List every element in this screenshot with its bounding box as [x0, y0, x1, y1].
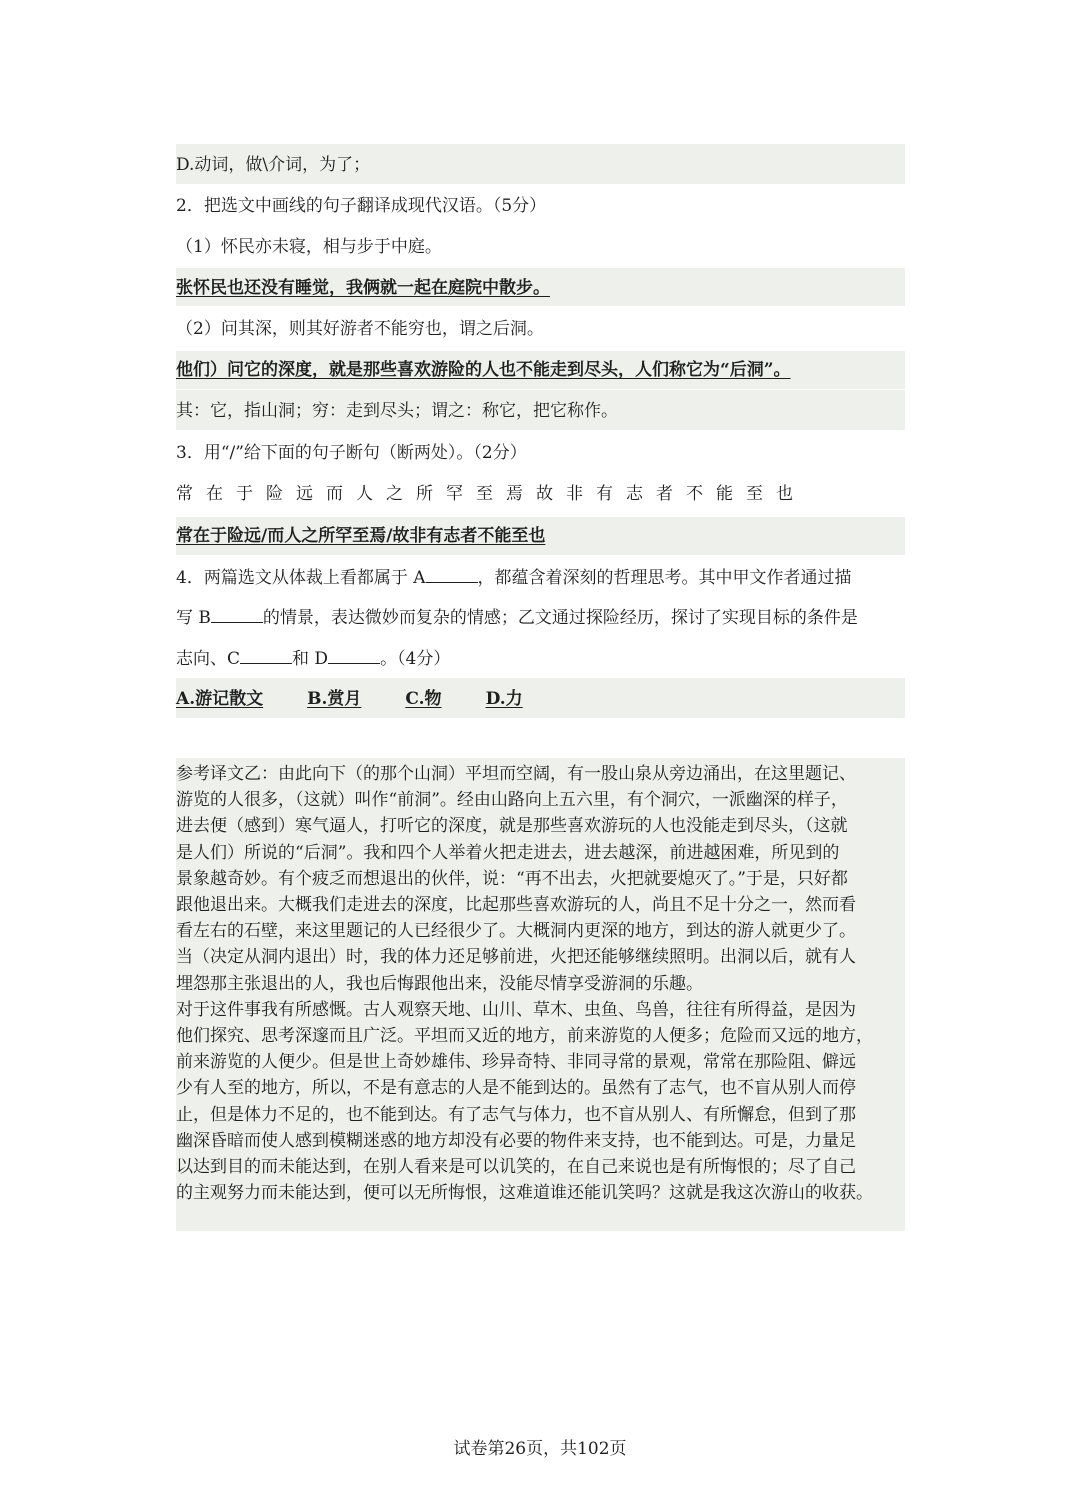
question-2-title: 2．把选文中画线的句子翻译成现代汉语。（5分）	[176, 196, 547, 216]
question-2-answer-2: 他们）问它的深度，就是那些喜欢游险的人也不能走到尽头，人们称它为“后洞”。	[176, 360, 791, 380]
q4-line2-part-b: 的情景，表达微妙而复杂的情感；乙文通过探险经历，探讨了实现目标的条件是	[262, 608, 858, 628]
question-2-answer-1: 张怀民也还没有睡觉，我俩就一起在庭院中散步。	[176, 278, 550, 298]
question-2-sentence-2: （2）问其深，则其好游者不能穷也，谓之后洞。	[176, 319, 544, 339]
question-4-answer	[176, 688, 523, 710]
blank-a	[426, 566, 478, 583]
option-d-text: D.动词，做\介词，为了；	[176, 155, 371, 175]
translation-line: 幽深昏暗而使人感到模糊迷惑的地方却没有必要的物件来支持，也不能到达。可是，力量足	[176, 1130, 856, 1151]
translation-line: 少有人至的地方，所以，不是有意志的人是不能到达的。虽然有了志气，也不盲从别人而停	[176, 1078, 856, 1099]
question-3-sentence: 常在于险远而人之所罕至焉故非有志者不能至也	[176, 484, 806, 504]
blank-b	[211, 606, 263, 623]
translation-line: 止，但是体力不足的，也不能到达。有了志气与体力，也不盲从别人、有所懈怠，但到了那	[176, 1104, 856, 1125]
translation-line: 是人们）所说的“后洞”。我和四个人举着火把走进去，进去越深，前进越困难，所见到的	[176, 842, 840, 863]
q4-line2-part-a: 写 B	[176, 608, 211, 628]
q4-line3-part-c: 。（4分）	[380, 649, 451, 669]
q4-answer-d: D.力	[485, 689, 523, 709]
question-2-note: 其：它，指山洞；穷：走到尽头；谓之：称它，把它称作。	[176, 401, 618, 421]
q4-line3-part-b: 和 D	[292, 649, 329, 669]
q4-answer-a: A.游记散文	[176, 689, 264, 709]
blank-c	[240, 647, 292, 664]
translation-line: 的主观努力而未能达到，便可以无所悔恨，这难道谁还能讥笑吗？这就是我这次游山的收获。	[176, 1183, 873, 1204]
translation-line: 以达到目的而未能达到，在别人看来是可以讥笑的，在自己来说也是有所悔恨的；尽了自己	[176, 1157, 856, 1178]
translation-line: 进去便（感到）寒气逼人，打听它的深度，就是那些喜欢游玩的人也没能走到尽头，（这就	[176, 816, 848, 837]
q4-line3-part-a: 志向、C	[176, 649, 241, 669]
translation-line: 埋怨那主张退出的人，我也后悔跟他出来，没能尽情享受游洞的乐趣。	[176, 973, 703, 994]
translation-line: 前来游览的人便少。但是世上奇妙雄伟、珍异奇特、非同寻常的景观，常常在那险阻、僻远	[176, 1052, 856, 1073]
translation-line: 看左右的石壁，来这里题记的人已经很少了。大概洞内更深的地方，到达的游人就更少了。	[176, 921, 856, 942]
q4-line1-part-b: ，都蕴含着深刻的哲理思考。其中甲文作者通过描	[477, 568, 852, 588]
translation-line: 对于这件事我有所感慨。古人观察天地、山川、草木、虫鱼、鸟兽，往往有所得益，是因为	[176, 999, 856, 1020]
q4-line1-part-a: 4．两篇选文从体裁上看都属于 A	[176, 568, 426, 588]
translation-line: 他们探究、思考深邃而且广泛。平坦而又近的地方，前来游览的人便多；危险而又远的地方，	[176, 1026, 873, 1047]
question-2-sentence-1: （1）怀民亦未寝，相与步于中庭。	[176, 237, 442, 257]
reference-translation	[176, 758, 905, 1231]
translation-line: 游览的人很多，（这就）叫作“前洞”。经由山路向上五六里，有个洞穴，一派幽深的样子，	[176, 790, 848, 811]
page-footer: 试卷第26页，共102页	[453, 1439, 627, 1459]
question-4-line-3	[176, 647, 450, 670]
blank-d	[328, 647, 380, 664]
translation-line: 参考译文乙：由此向下（的那个山洞）平坦而空阔，有一股山泉从旁边涌出，在这里题记、	[176, 764, 856, 784]
question-4-line-1	[176, 566, 852, 589]
question-3-answer: 常在于险远/而人之所罕至焉/故非有志者不能至也	[176, 526, 546, 546]
question-4-line-2	[176, 606, 858, 629]
translation-line: 跟他退出来。大概我们走进去的深度，比起那些喜欢游玩的人，尚且不足十分之一，然而看	[176, 895, 856, 916]
translation-line: 当（决定从洞内退出）时，我的体力还足够前进，火把还能够继续照明。出洞以后，就有人	[176, 947, 856, 968]
question-3-title: 3．用“/”给下面的句子断句（断两处）。（2分）	[176, 443, 527, 463]
q4-answer-c: C.物	[405, 689, 442, 709]
q4-answer-b: B.赏月	[307, 689, 362, 709]
translation-line: 景象越奇妙。有个疲乏而想退出的伙伴，说：“再不出去，火把就要熄灭了。”于是，只好都	[176, 868, 848, 889]
